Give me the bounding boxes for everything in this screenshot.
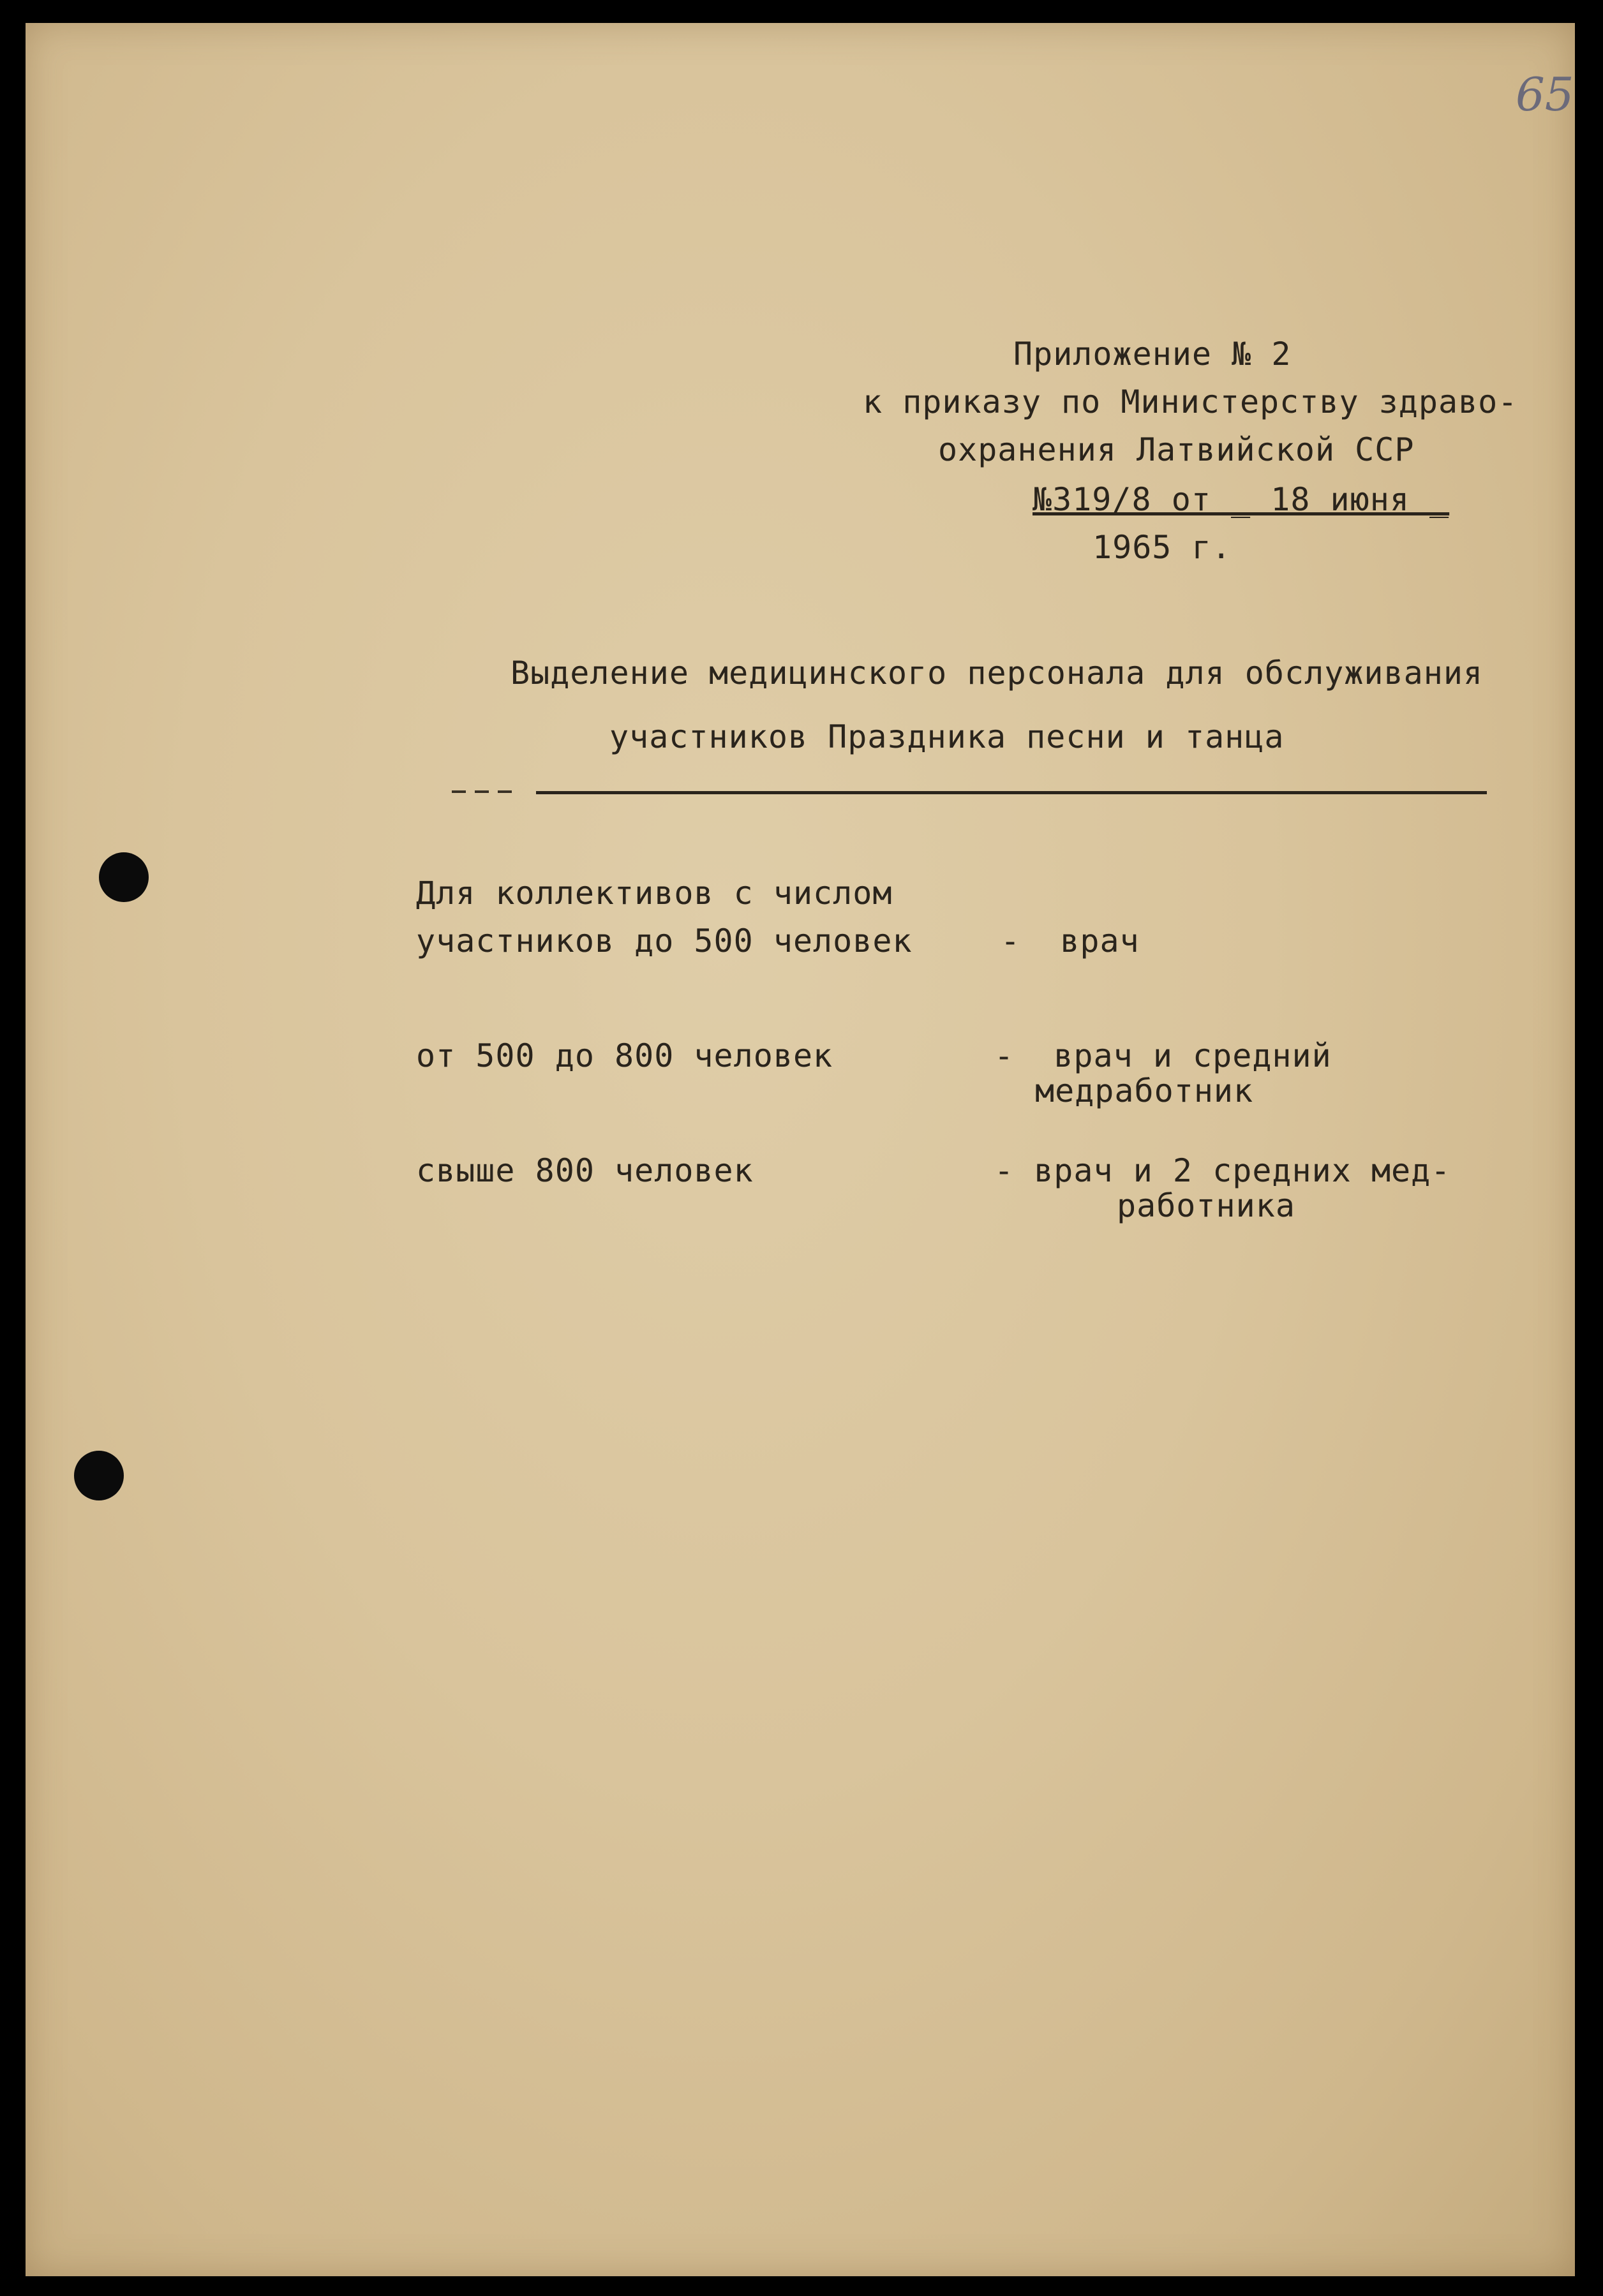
heading-underline-dashes <box>452 790 516 793</box>
row-3-right-line1: - врач и 2 средних мед- <box>994 1152 1451 1189</box>
appendix-year: 1965 г. <box>1092 529 1232 566</box>
appendix-order-line: к приказу по Министерству здраво- <box>863 383 1518 420</box>
document-heading-line2: участников Праздника песни и танца <box>609 718 1285 755</box>
row-1-left-line1: Для коллективов с числом <box>416 875 893 912</box>
appendix-number-date: №319/8 от _ 18 июня _ <box>1033 481 1450 518</box>
heading-underline <box>536 791 1487 794</box>
row-1-right-line1: - врач <box>1001 922 1140 959</box>
row-3-right-line2: работника <box>1117 1187 1295 1224</box>
row-3-left-line1: свыше 800 человек <box>416 1152 754 1189</box>
row-2-left-line1: от 500 до 800 человек <box>416 1037 833 1074</box>
document-sheet <box>26 23 1575 2276</box>
row-1-left-line2: участников до 500 человек <box>416 922 913 959</box>
appendix-ministry-line: охранения Латвийской ССР <box>938 431 1415 468</box>
row-2-right-line2: медработник <box>1035 1072 1254 1109</box>
punch-hole-top <box>99 852 149 902</box>
punch-hole-bottom <box>74 1451 124 1500</box>
row-2-right-line1: - врач и средний <box>994 1037 1332 1074</box>
document-heading-line1: Выделение медицинского персонала для обслуживания <box>511 655 1484 692</box>
appendix-title: Приложение № 2 <box>1013 336 1292 373</box>
page-number: 65 <box>1516 68 1574 121</box>
